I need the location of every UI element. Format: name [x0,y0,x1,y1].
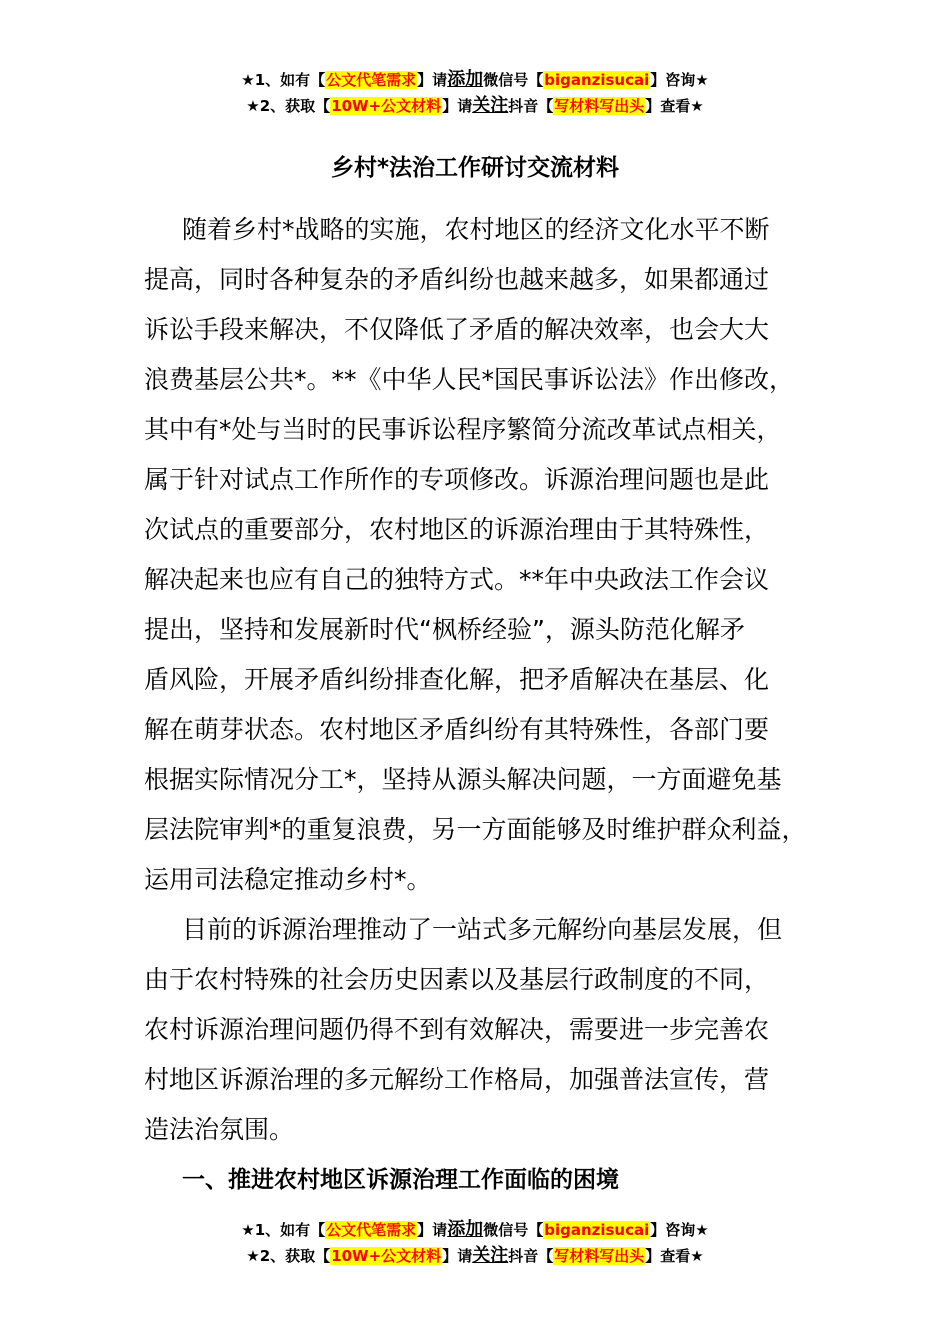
promo-header [0,67,950,119]
paragraph-line: 造法治氛围。 [144,1115,295,1144]
section-heading-1: 一、推进农村地区诉源治理工作面临的困境 [182,1167,619,1193]
promo-line-1: ★1、如有【公文代笔需求】请添加微信号【biganzisucai】咨询★ [241,1219,709,1240]
promo-footer [0,1217,950,1269]
paragraph-line: 浪费基层公共*。**《中华人民*国民事诉讼法》作出修改， [144,365,795,394]
highlight-ghostwriting: 公文代笔需求 [326,1221,417,1239]
paragraph-line: 随着乡村*战略的实施，农村地区的经济文化水平不断 [182,215,770,244]
paragraph-line: 盾风险，开展矛盾纠纷排查化解，把矛盾解决在基层、化 [144,665,770,694]
paragraph-line: 提出，坚持和发展新时代“枫桥经验”，源头防范化解矛 [144,615,745,644]
paragraph-line: 属于针对试点工作所作的专项修改。诉源治理问题也是此 [144,465,770,494]
emphasis-follow: 关注 [472,95,509,116]
promo-line-1: ★1、如有【公文代笔需求】请添加微信号【biganzisucai】咨询★ [241,69,709,90]
document-title: 乡村*法治工作研讨交流材料 [330,155,620,181]
paragraph-line: 其中有*处与当时的民事诉讼程序繁简分流改革试点相关， [144,415,782,444]
paragraph-line: 提高，同时各种复杂的矛盾纠纷也越来越多，如果都通过 [144,265,770,294]
paragraph-line: 农村诉源治理问题仍得不到有效解决，需要进一步完善农 [144,1015,770,1044]
highlight-wechat-id: biganzisucai [544,71,650,89]
highlight-ghostwriting: 公文代笔需求 [326,71,417,89]
promo-line-2: ★2、获取【10W+公文材料】请关注抖音【写材料写出头】查看★ [246,95,704,116]
paragraph-2 [144,905,834,1155]
paragraph-line: 次试点的重要部分，农村地区的诉源治理由于其特殊性， [144,515,770,544]
paragraph-line: 解决起来也应有自己的独特方式。**年中央政法工作会议 [144,565,770,594]
highlight-materials: 10W+公文材料 [331,1247,442,1265]
paragraph-line: 村地区诉源治理的多元解纷工作格局，加强普法宣传，营 [144,1065,770,1094]
paragraph-line: 目前的诉源治理推动了一站式多元解纷向基层发展，但 [182,915,783,944]
highlight-douyin-account: 写材料写出头 [554,1247,645,1265]
paragraph-line: 解在萌芽状态。农村地区矛盾纠纷有其特殊性，各部门要 [144,715,770,744]
paragraph-line: 诉讼手段来解决，不仅降低了矛盾的解决效率，也会大大 [144,315,770,344]
paragraph-line: 运用司法稳定推动乡村*。 [144,865,432,894]
emphasis-follow: 关注 [472,1245,509,1266]
emphasis-add: 添加 [447,69,484,90]
highlight-materials: 10W+公文材料 [331,97,442,115]
paragraph-line: 由于农村特殊的社会历史因素以及基层行政制度的不同， [144,965,770,994]
highlight-douyin-account: 写材料写出头 [554,97,645,115]
emphasis-add: 添加 [447,1219,484,1240]
paragraph-line: 层法院审判*的重复浪费，另一方面能够及时维护群众利益， [144,815,807,844]
highlight-wechat-id: biganzisucai [544,1221,650,1239]
paragraph-line: 根据实际情况分工*，坚持从源头解决问题，一方面避免基 [144,765,782,794]
paragraph-1 [144,205,834,905]
promo-line-2: ★2、获取【10W+公文材料】请关注抖音【写材料写出头】查看★ [246,1245,704,1266]
